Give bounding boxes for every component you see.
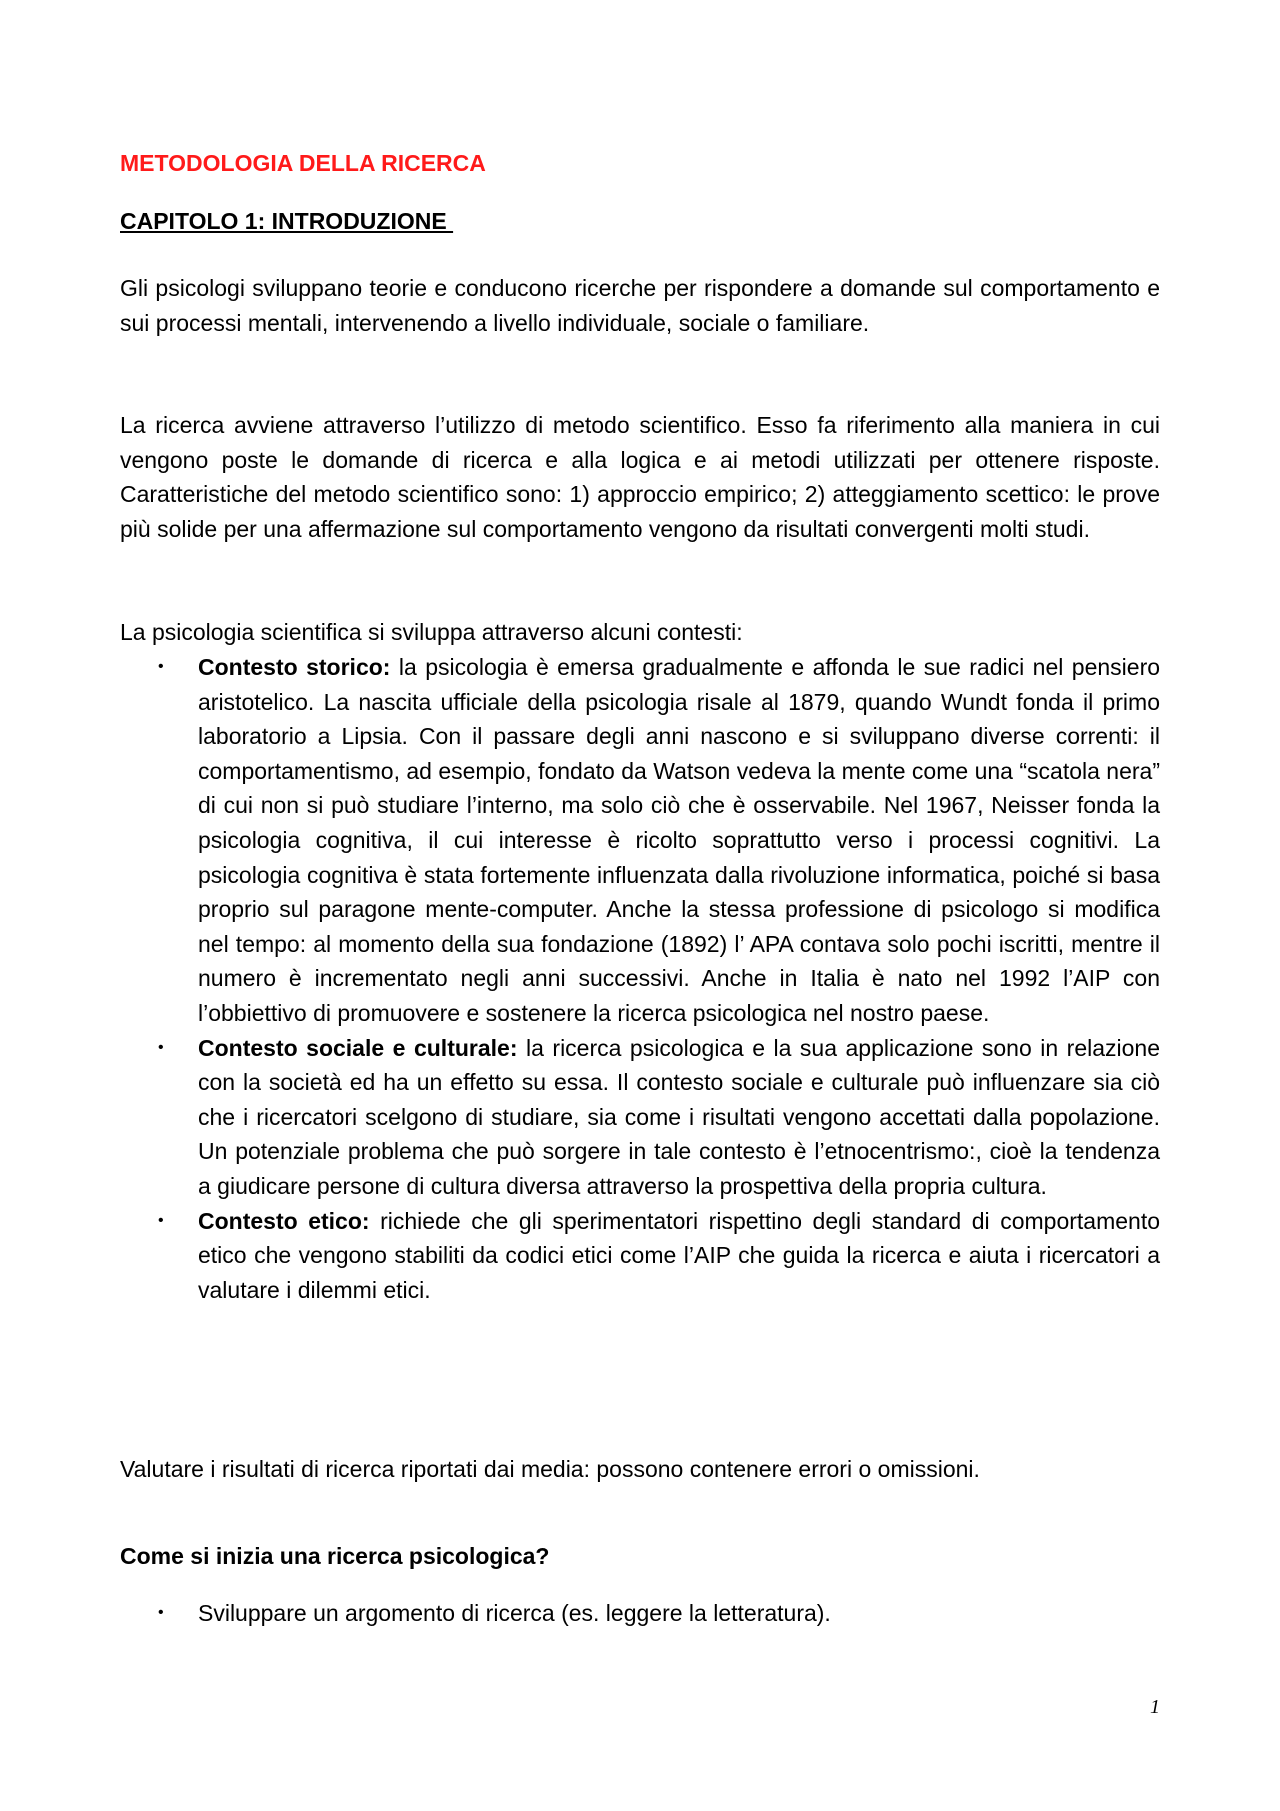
context-text: la ricerca psicologica e la sua applicazione sono in relazione con la società ed ha un effetto su essa. Il contesto sociale e culturale può influenzare sia ciò che i ricercatori scelgono di studiare, sia come i risultati vengono accettati dalla popolazione. Un potenziale problema che può sorgere in tale contesto è l’etnocentrismo:, cioè la tendenza a giudicare persone di cultura diversa attraverso la prospettiva della propria cultura. (198, 1034, 1161, 1199)
paragraph-intro: Gli psicologi sviluppano teorie e conducono ricerche per rispondere a domande sul comportamento e sui processi mentali, intervenendo a livello individuale, sociale o familiare. (120, 275, 1160, 336)
bullet-icon: • (158, 1038, 164, 1056)
context-text: richiede che gli sperimentatori rispettino degli standard di comportamento etico che vengono stabiliti da codici etici come l’AIP che guida la ricerca e aiuta i ricercatori a valutare i dilemmi etici. (198, 1207, 1160, 1303)
section-heading: Come si inizia una ricerca psicologica? (120, 1543, 550, 1569)
context-text: la psicologia è emersa gradualmente e affonda le sue radici nel pensiero aristotelico. La nascita ufficiale della psicologia risale al 1879, quando Wundt fonda il primo laboratorio a Lipsia. Con il passare degli anni nascono e si sviluppano diverse correnti: il comportamentismo, ad esempio, fondato da Watson vedeva la mente come una “scatola nera” di cui non si può studiare l’interno, ma solo ciò che è osservabile. Nel 1967, Neisser fonda la psicologia cognitiva, il cui interesse è ricolto soprattutto verso i processi cognitivi. La psicologia cognitiva è stata fortemente influenzata dalla rivoluzione informatica, poiché si basa proprio sul paragone mente-computer. Anche la stessa professione di psicologo si modifica nel tempo: al momento della sua fondazione (1892) l’ APA contava solo pochi iscritti, mentre il numero è incrementato negli anni successivi. Anche in Italia è nato nel 1992 l’AIP con l’obbiettivo di promuovere e sostenere la ricerca psicologica nel nostro paese. (198, 654, 1161, 1026)
steps-list (120, 1596, 1160, 1631)
step-text: Sviluppare un argomento di ricerca (es. leggere la letteratura). (198, 1600, 831, 1626)
list-item-ethical-context (120, 1204, 1160, 1308)
list-item-historical-context (120, 650, 1160, 1031)
paragraph-contexts-intro: La psicologia scientifica si sviluppa attraverso alcuni contesti: (120, 619, 743, 645)
paragraph-scientific-method: La ricerca avviene attraverso l’utilizzo di metodo scientifico. Esso fa riferimento alla maniera in cui vengono poste le domande di ricerca e alla logica e ai metodi utilizzati per ottenere risposte. Caratteristiche del metodo scientifico sono: 1) approccio empirico; 2) atteggiamento scettico: le prove più solide per una affermazione sul comportamento vengono da risultati convergenti molti studi. (120, 412, 1160, 542)
contexts-list (120, 650, 1160, 1307)
context-term: Contesto storico: (198, 654, 391, 680)
page-number: 1 (1150, 1696, 1160, 1718)
context-term: Contesto sociale e culturale: (198, 1034, 518, 1061)
chapter-heading: CAPITOLO 1: INTRODUZIONE (120, 208, 454, 234)
list-item-step (120, 1596, 1160, 1631)
bullet-icon: • (158, 1211, 164, 1229)
paragraph-media-note: Valutare i risultati di ricerca riportati dai media: possono contenere errori o omissioni. (120, 1456, 980, 1482)
bullet-icon: • (158, 1604, 164, 1621)
document-title: METODOLOGIA DELLA RICERCA (120, 150, 486, 176)
context-term: Contesto etico: (198, 1207, 370, 1234)
bullet-icon: • (158, 658, 164, 675)
list-item-social-context (120, 1031, 1160, 1204)
